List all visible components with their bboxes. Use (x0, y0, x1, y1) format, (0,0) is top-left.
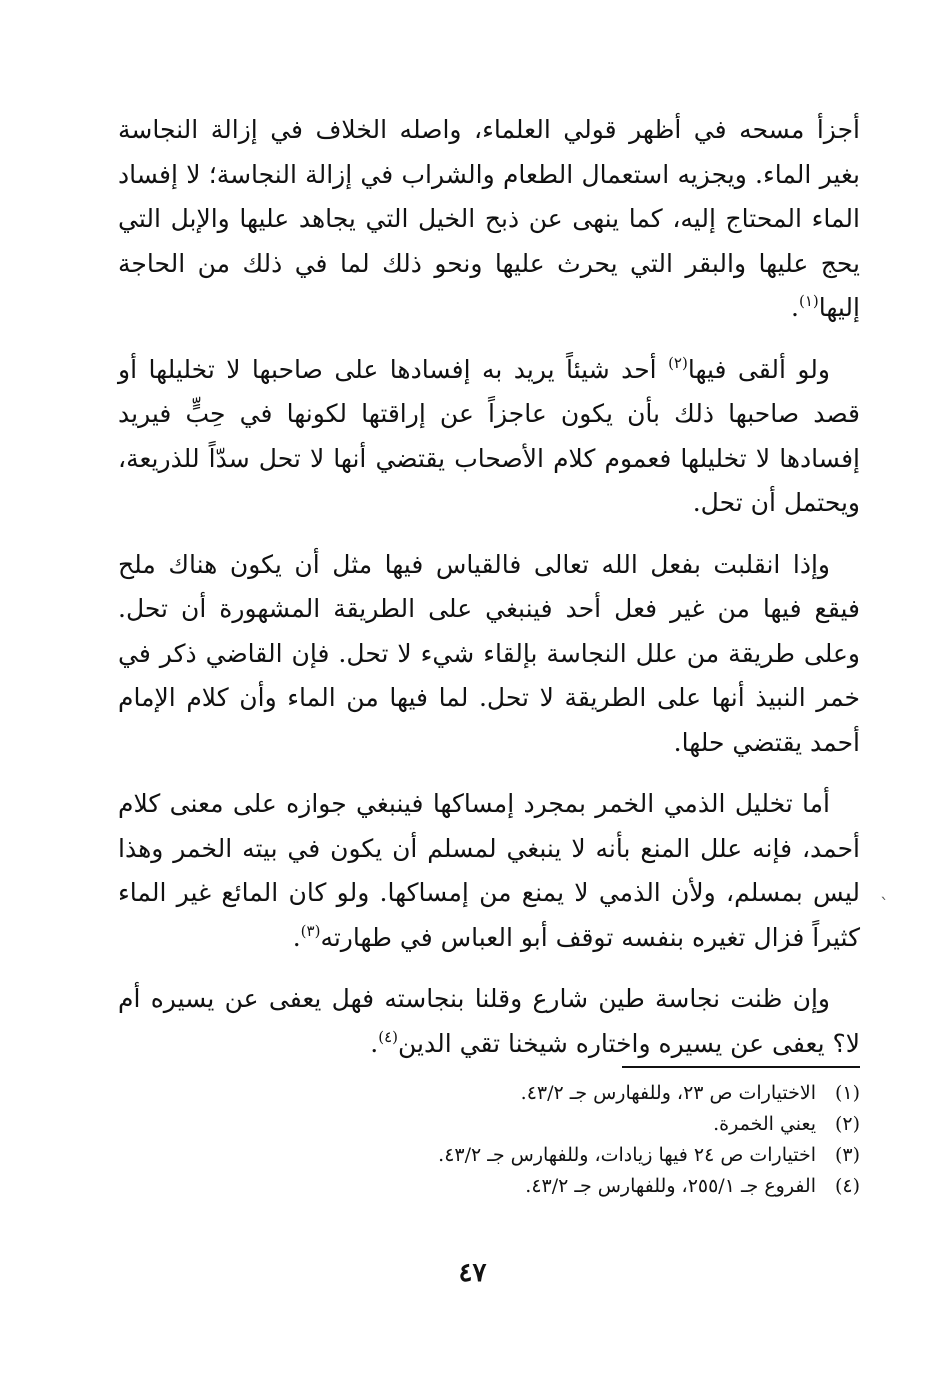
footnote-number: (٣) (834, 1144, 860, 1166)
paragraph-text: وإن ظنت نجاسة طين شارع وقلنا بنجاسته فهل يعفى عن يسيره أم لا؟ يعفى عن يسيره واختاره شيخنا تقي الدين (118, 984, 860, 1058)
main-text (118, 108, 860, 1066)
footnote-number: (١) (834, 1082, 860, 1104)
footnote-2 (300, 1109, 860, 1140)
footnote-1 (300, 1078, 860, 1109)
footnotes (300, 1078, 860, 1202)
footnote-ref-2[interactable]: (٢) (668, 353, 688, 372)
footnote-4 (300, 1171, 860, 1202)
paragraph-tail: . (370, 1028, 379, 1058)
paragraph-5 (118, 977, 860, 1066)
paragraph-3 (118, 543, 860, 766)
footnote-text: يعني الخمرة. (713, 1113, 816, 1135)
paragraph-1 (118, 108, 860, 331)
footnote-text: الاختيارات ص ٢٣، وللفهارس جـ ٤٣/٢. (520, 1082, 816, 1104)
paragraph-text: أجزأ مسحه في أظهر قولي العلماء، واصله الخلاف في إزالة النجاسة بغير الماء. ويجزيه استعمال الطعام والشراب في إزالة النجاسة؛ لا إفساد الماء المحتاج إليه، كما ينهى عن ذبح الخيل التي يجاهد عليها والإبل التي يحج عليها والبقر التي يحرث عليها ونحو ذلك لما في ذلك من الحاجة إليها (118, 115, 860, 322)
footnote-3 (300, 1140, 860, 1171)
paragraph-2 (118, 348, 860, 526)
footnote-ref-4[interactable]: (٤) (378, 1027, 398, 1046)
paragraph-tail: . (791, 293, 799, 322)
paragraph-4 (118, 782, 860, 960)
paragraph-tail: . (292, 922, 301, 952)
footnote-ref-3[interactable]: (٣) (300, 921, 321, 940)
margin-mark: ˋ (880, 895, 889, 916)
paragraph-lead: ولو ألقى فيها (687, 354, 830, 384)
footnote-text: اختيارات ص ٢٤ فيها زيادات، وللفهارس جـ ٤٣/٢. (438, 1144, 816, 1166)
footnote-text: الفروع جـ ٢٥٥/١، وللفهارس جـ ٤٣/٢. (525, 1175, 816, 1197)
paragraph-text: أما تخليل الذمي الخمر بمجرد إمساكها فينبغي جوازه على معنى كلام أحمد، فإنه علل المنع بأنه لا ينبغي لمسلم أن يكون في بيته الخمر وهذا ليس بمسلم، ولأن الذمي لا يمنع من إمساكها. ولو كان المائع غير الماء كثيراً فزال تغيره بنفسه توقف أبو العباس في طهارته (118, 789, 860, 952)
footnote-number: (٢) (834, 1113, 860, 1135)
footnote-number: (٤) (834, 1175, 860, 1197)
page-number: ٤٧ (458, 1258, 487, 1288)
paragraph-text: وإذا انقلبت بفعل الله تعالى فالقياس فيها مثل أن يكون هناك ملح فيقع فيها من غير فعل أحد فينبغي على الطريقة المشهورة أن تحل. وعلى طريقة من علل النجاسة بإلقاء شيء لا تحل. فإن القاضي ذكر في خمر النبيذ أنها على الطريقة لا تحل. لما فيها من الماء وأن كلام الإمام أحمد يقتضي حلها. (118, 549, 860, 757)
footnote-ref-1[interactable]: (١) (798, 292, 819, 310)
paragraph-text: أحد شيئاً يريد به إفسادها على صاحبها لا تخليلها أو قصد صاحبها ذلك بأن يكون عاجزاً عن إراقتها لكونها في حِبٍّ فيريد إفسادها لا تخليلها فعموم كلام الأصحاب يقتضي أنها لا تحل سدّاً للذريعة، ويحتمل أن تحل. (118, 354, 860, 517)
footnote-divider (622, 1066, 860, 1068)
